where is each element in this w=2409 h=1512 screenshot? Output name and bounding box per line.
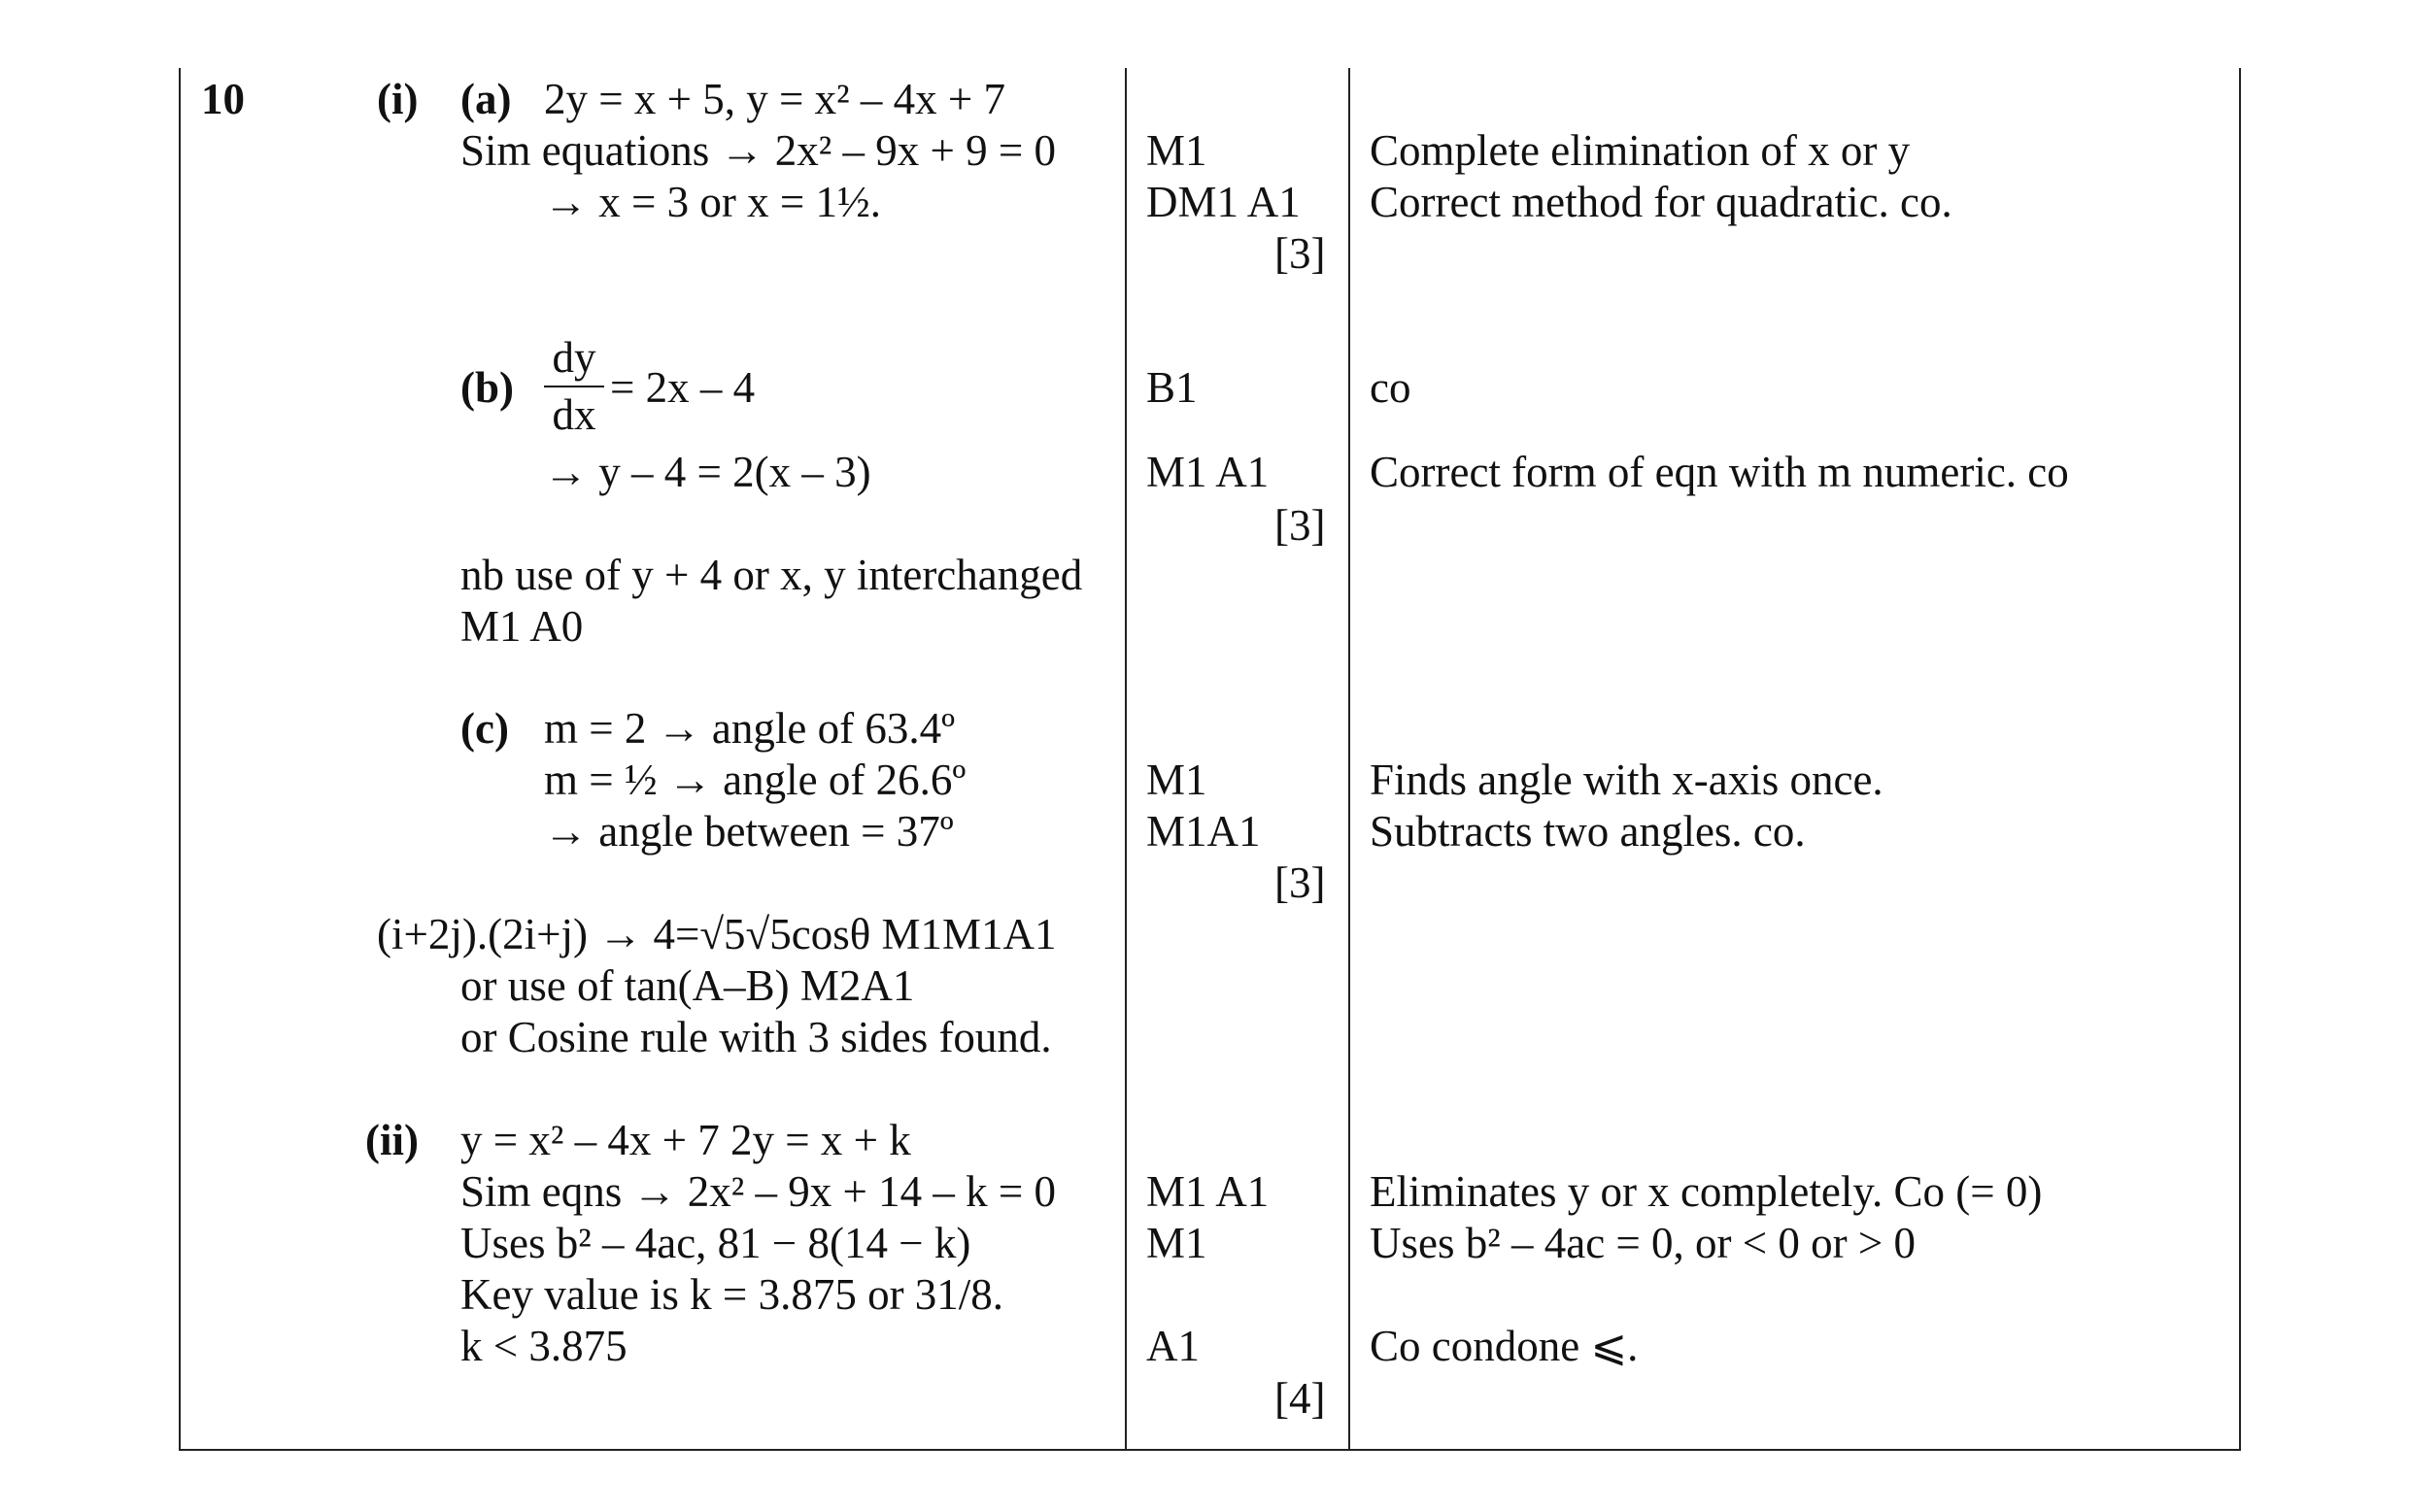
part-ii-note-1: Eliminates y or x completely. Co (= 0) [1370, 1167, 2043, 1216]
part-a-mark-2: DM1 A1 [1146, 178, 1301, 226]
part-a-note-1: Complete elimination of x or y [1370, 126, 1911, 175]
bottom-border [179, 1449, 2241, 1451]
part-c-line1: m = 2 → angle of 63.4º [544, 704, 956, 753]
part-ii-mark-3: A1 [1146, 1322, 1200, 1370]
part-c-line3: → angle between = 37º [544, 807, 954, 856]
part-b-mark-1: B1 [1146, 363, 1198, 412]
part-a-line3: → x = 3 or x = 1½. [544, 178, 881, 226]
part-b-line2: → y – 4 = 2(x – 3) [544, 448, 871, 496]
question-number: 10 [201, 75, 245, 123]
part-c-label: (c) [460, 704, 509, 753]
part-ii-note-3: Co condone ⩽. [1370, 1322, 1639, 1370]
part-b-rhs: = 2x – 4 [610, 363, 756, 412]
part-i-label: (i) [377, 75, 419, 123]
part-c-alt-1: (i+2j).(2i+j) → 4=√5√5cosθ M1M1A1 [377, 910, 1057, 958]
part-b-total: [3] [1274, 501, 1326, 550]
part-ii-note-2: Uses b² – 4ac = 0, or < 0 or > 0 [1370, 1219, 1917, 1267]
part-b-label: (b) [460, 363, 514, 412]
part-b-nb-line1: nb use of y + 4 or x, y interchanged [460, 551, 1083, 599]
part-a-line1: 2y = x + 5, y = x² – 4x + 7 [544, 75, 1006, 123]
part-c-alt-3: or Cosine rule with 3 sides found. [460, 1013, 1052, 1061]
part-ii-mark-1: M1 A1 [1146, 1167, 1270, 1216]
part-a-label: (a) [460, 75, 512, 123]
col-divider-1 [1125, 68, 1127, 1451]
right-border [2239, 68, 2241, 1451]
fraction-denominator: dx [552, 390, 596, 439]
part-ii-line1: y = x² – 4x + 7 2y = x + k [460, 1116, 911, 1164]
part-c-line2: m = ½ → angle of 26.6º [544, 756, 967, 804]
part-ii-line5: k < 3.875 [460, 1322, 628, 1370]
part-a-note-2: Correct method for quadratic. co. [1370, 178, 1952, 226]
part-ii-line2: Sim eqns → 2x² – 9x + 14 – k = 0 [460, 1167, 1057, 1216]
col-divider-2 [1348, 68, 1350, 1451]
part-b-mark-2: M1 A1 [1146, 448, 1270, 496]
fraction-bar [544, 386, 604, 387]
part-ii-label: (ii) [365, 1116, 419, 1164]
part-b-nb-line2: M1 A0 [460, 602, 584, 651]
part-c-mark-1: M1 [1146, 756, 1207, 804]
part-c-total: [3] [1274, 858, 1326, 907]
part-ii-mark-2: M1 [1146, 1219, 1207, 1267]
part-c-note-2: Subtracts two angles. co. [1370, 807, 1806, 856]
part-ii-total: [4] [1274, 1374, 1326, 1423]
part-c-mark-2: M1A1 [1146, 807, 1261, 856]
part-ii-line4: Key value is k = 3.875 or 31/8. [460, 1270, 1004, 1319]
part-c-note-1: Finds angle with x-axis once. [1370, 756, 1883, 804]
part-a-mark-1: M1 [1146, 126, 1207, 175]
part-ii-line3: Uses b² – 4ac, 81 − 8(14 − k) [460, 1219, 971, 1267]
part-a-line2: Sim equations → 2x² – 9x + 9 = 0 [460, 126, 1056, 175]
part-a-total: [3] [1274, 229, 1326, 278]
part-b-note-1: co [1370, 363, 1411, 412]
part-c-alt-2: or use of tan(A–B) M2A1 [460, 961, 915, 1010]
dy-dx-fraction [544, 333, 604, 439]
fraction-numerator: dy [552, 333, 596, 382]
left-border [179, 68, 181, 1451]
part-b-note-2: Correct form of eqn with m numeric. co [1370, 448, 2069, 496]
